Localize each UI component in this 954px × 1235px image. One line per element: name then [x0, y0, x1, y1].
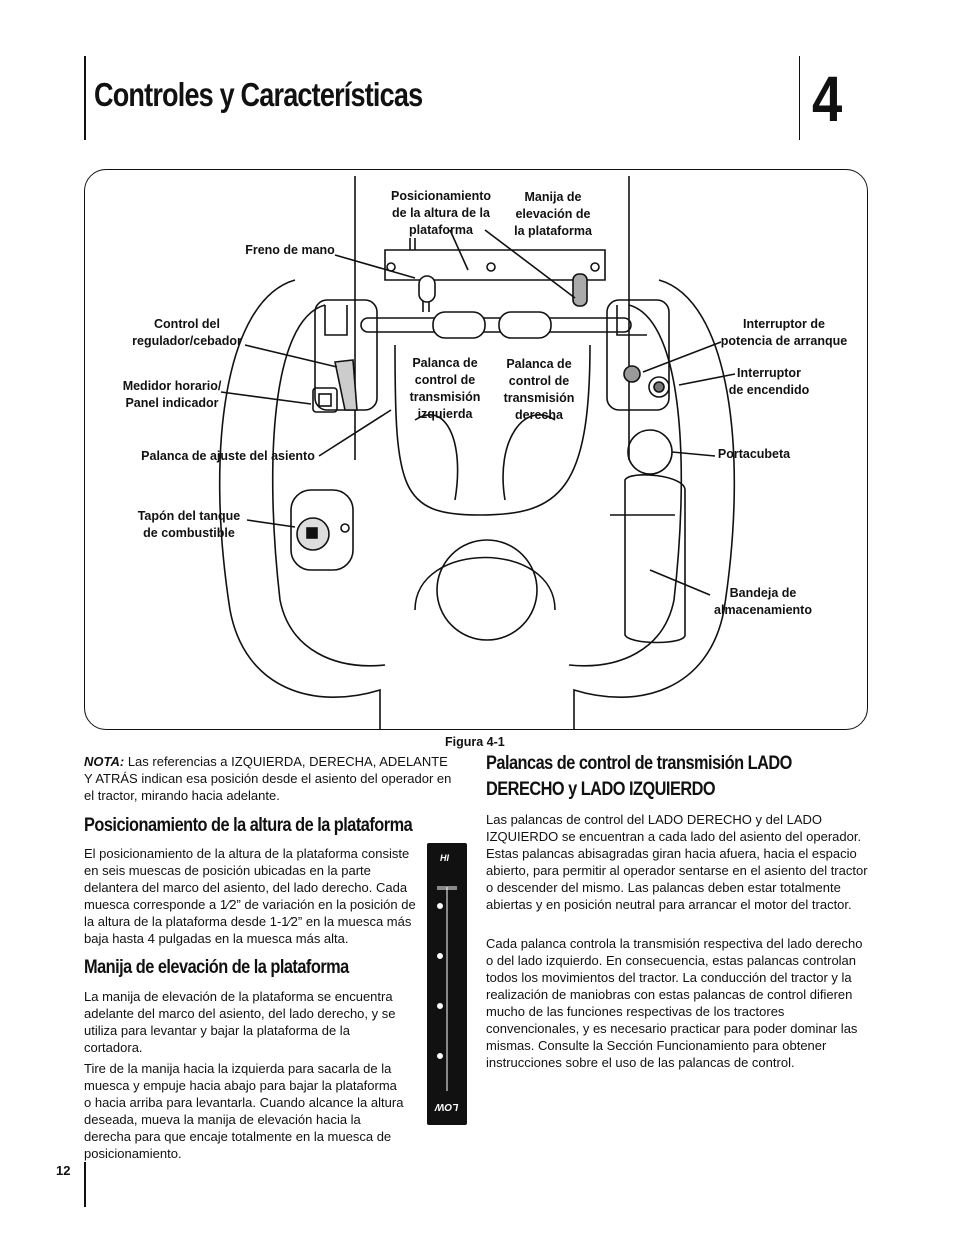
label-seat-adjust: Palanca de ajuste del asiento — [141, 449, 315, 463]
label-left-control-lever: Palanca de control de transmisión izquierda — [409, 356, 481, 421]
control-levers-body-2: Cada palanca controla la transmisión respectiva del lado derecho o del lado izquierdo. En consecuencia, estas palancas controlan todos los movimientos del tractor. La conducción del tractor y la realización de maniobras con estas palancas de control difieren mucho de las funciones respectivas de los tractores convencionales, y es necesario practicar para poder dominar las mismas. Consulte la Sección Funcionamiento para obtener instrucciones sobre el uso de las palancas de control. — [486, 936, 863, 1070]
deck-height-gauge — [427, 843, 467, 1125]
deck-lift-body-2: Tire de la manija hacia la izquierda para sacarla de la muesca y empuje hacia abajo para bajar la plataforma o hacia arriba para levantarla. Cuando alcance la altura deseada, mueva la manija de elevación hacia la derecha para que encaje totalmente en la muesca de posicionamiento. — [84, 1061, 404, 1161]
heading-deck-lift: Manija de elevación de la plataforma — [84, 957, 349, 978]
footer-rule — [84, 1162, 86, 1207]
note-paragraph — [84, 753, 456, 804]
label-deck-height-position: Posicionamiento de la altura de la plataforma — [390, 189, 492, 237]
heading-deck-height: Posicionamiento de la altura de la plataforma — [84, 815, 413, 836]
gauge-hi-label: HI — [440, 853, 449, 863]
header-rule-left — [84, 56, 86, 140]
label-storage-tray: Bandeja de almacenamiento — [714, 586, 812, 617]
figure-caption: Figura 4-1 — [445, 735, 505, 749]
chapter-number: 4 — [812, 63, 843, 135]
page-title: Controles y Características — [94, 76, 423, 113]
label-cup-holder: Portacubeta — [717, 447, 791, 461]
page-number: 12 — [56, 1163, 71, 1178]
label-right-control-lever: Palanca de control de transmisión derecha — [503, 357, 575, 422]
header-rule-right — [799, 56, 800, 140]
controls-figure — [84, 169, 868, 730]
label-pto-switch: Interruptor de encendido — [728, 366, 810, 397]
label-parking-brake: Freno de mano — [245, 243, 335, 257]
note-text: Las referencias a IZQUIERDA, DERECHA, ADELANTE Y ATRÁS indican esa posición desde el asiento del operador en el tractor, mirando hacia adelante. — [84, 754, 452, 803]
label-ignition-switch: Interruptor de potencia de arranque — [720, 317, 848, 348]
note-label: NOTA: — [84, 754, 125, 769]
label-throttle-choke: Control del regulador/cebador — [132, 317, 242, 348]
deck-lift-body-1: La manija de elevación de la plataforma se encuentra adelante del marco del asiento, del lado derecho, y se utiliza para levantar y bajar la plataforma de la cortadora. — [84, 989, 396, 1055]
label-hour-meter: Medidor horario/ Panel indicador — [122, 379, 222, 410]
control-levers-body-1: Las palancas de control del LADO DERECHO y del LADO IZQUIERDO se encuentran a cada lado del asiento del operador. Estas palancas abisagradas giran hacia afuera, hacia el espacio abierto, para permitir al operador sentarse en el asiento del tractor o descender del mismo. Las palancas deben estar totalmente abiertas y en posición neutral para arrancar el motor del tractor. — [486, 812, 868, 912]
label-fuel-cap: Tapón del tanque de combustible — [137, 509, 241, 540]
gauge-low-label: LOW — [435, 1101, 459, 1112]
label-deck-lift-handle: Manija de elevación de la plataforma — [514, 190, 592, 238]
gauge-notches — [427, 843, 467, 1125]
deck-height-body: El posicionamiento de la altura de la plataforma consiste en seis muescas de posición ubicadas en la parte delantera del marco del asiento, del lado derecho. Cada muesca corresponde a 1⁄2” de variación en la posición de la altura de la plataforma desde 1-1⁄2” en la muesca más baja hasta 4 pulgadas en la muesca más alta. — [84, 846, 416, 946]
heading-control-levers: Palancas de control de transmisión LADO DERECHO y LADO IZQUIERDO — [486, 753, 792, 800]
